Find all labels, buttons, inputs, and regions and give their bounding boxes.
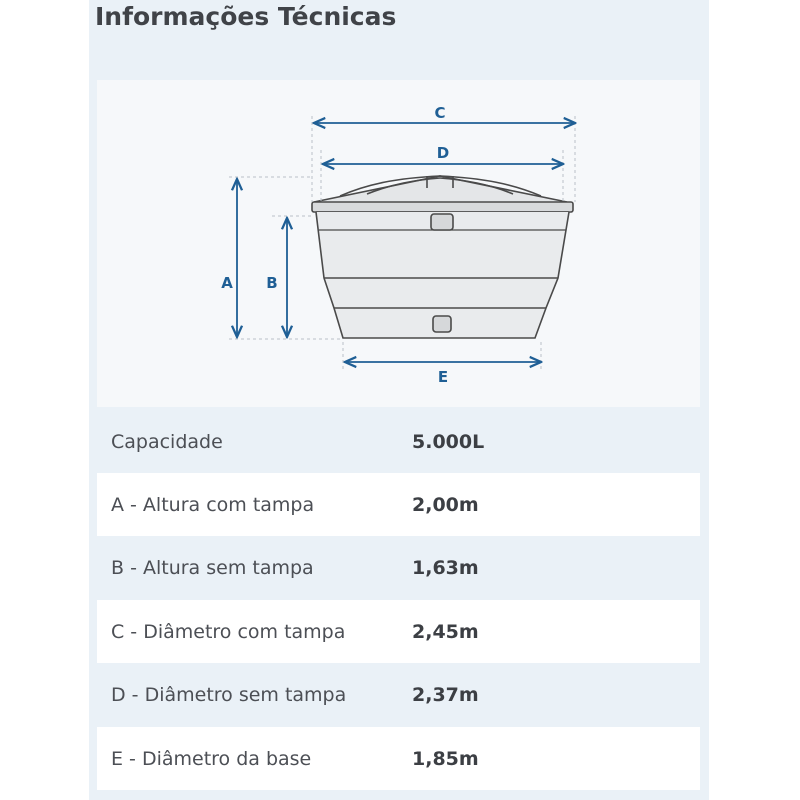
spec-value: 2,37m	[412, 683, 479, 706]
dimension-e-label: E	[437, 368, 449, 386]
spec-value: 2,45m	[412, 620, 479, 643]
spec-label: Capacidade	[111, 430, 223, 453]
dimension-a-label: A	[221, 274, 233, 292]
spec-row-height-without-lid	[97, 536, 700, 599]
dimension-b-label: B	[266, 274, 278, 292]
water-tank-illustration	[312, 176, 573, 338]
section-title: Informações Técnicas	[95, 2, 397, 31]
tank-diagram-svg	[97, 80, 700, 407]
spec-row-diameter-with-lid	[97, 600, 700, 663]
spec-row-capacity	[97, 410, 700, 473]
spec-label: B - Altura sem tampa	[111, 556, 314, 579]
spec-value: 1,85m	[412, 747, 479, 770]
spec-label: D - Diâmetro sem tampa	[111, 683, 347, 706]
spec-label: C - Diâmetro com tampa	[111, 620, 346, 643]
dimension-d-label: D	[436, 144, 450, 162]
spec-row-diameter-without-lid	[97, 663, 700, 726]
spec-value: 2,00m	[412, 493, 479, 516]
tank-diagram	[97, 80, 700, 407]
spec-value: 1,63m	[412, 556, 479, 579]
spec-value: 5.000L	[412, 430, 485, 453]
spec-row-base-diameter	[97, 727, 700, 790]
spec-label: A - Altura com tampa	[111, 493, 315, 516]
spec-row-height-with-lid	[97, 473, 700, 536]
spec-label: E - Diâmetro da base	[111, 747, 312, 770]
dimension-c-label: C	[434, 104, 446, 122]
